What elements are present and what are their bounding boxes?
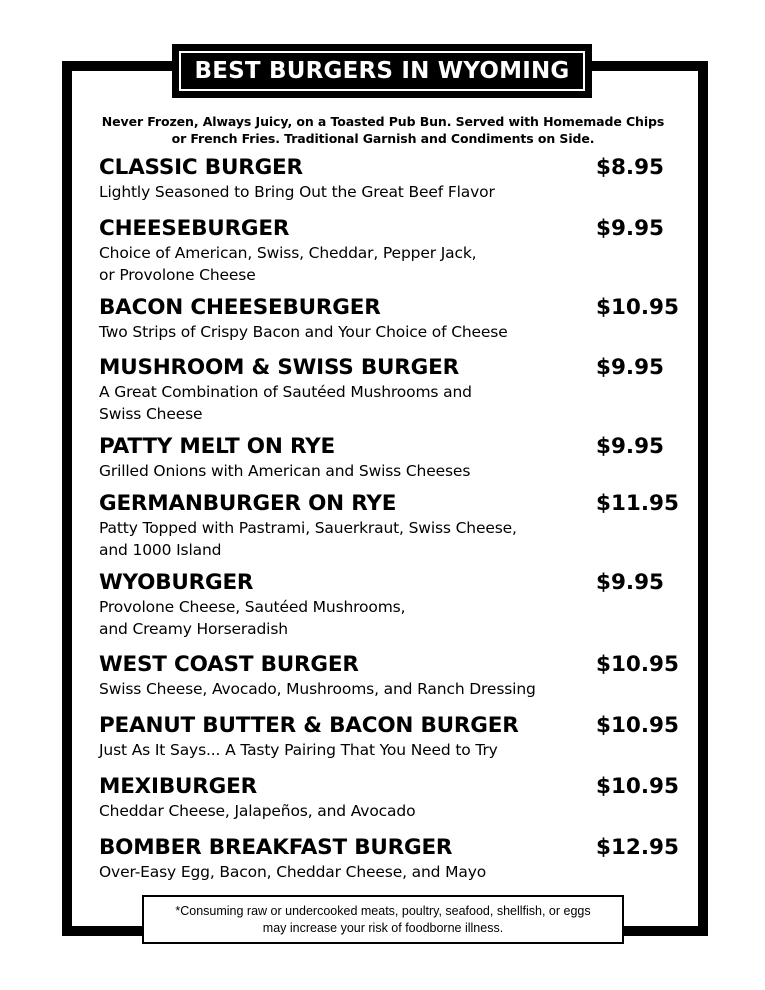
notice-line-2: may increase your risk of foodborne illness. (262, 921, 504, 935)
item-price: $10.95 (596, 652, 679, 677)
item-description (99, 739, 679, 761)
item-description (99, 381, 679, 425)
food-safety-notice (142, 895, 624, 944)
item-price: $8.95 (596, 155, 665, 180)
menu-item-cheeseburger (99, 216, 679, 286)
item-description-line: Just As It Says... A Tasty Pairing That You Need to Try (99, 741, 498, 759)
item-price: $9.95 (596, 216, 665, 241)
item-description-line: Cheddar Cheese, Jalapeños, and Avocado (99, 802, 416, 820)
item-name: CHEESEBURGER (99, 216, 290, 241)
menu-item-peanut-butter-bacon-burger (99, 713, 679, 761)
item-name: GERMANBURGER ON RYE (99, 491, 397, 516)
item-description (99, 321, 679, 343)
item-name: BACON CHEESEBURGER (99, 295, 381, 320)
item-description-line: Lightly Seasoned to Bring Out the Great Beef Flavor (99, 183, 495, 201)
item-description (99, 460, 679, 482)
menu-item-mexiburger (99, 774, 679, 822)
intro-line-2: or French Fries. Traditional Garnish and Condiments on Side. (171, 131, 595, 146)
item-description-line: Swiss Cheese, Avocado, Mushrooms, and Ranch Dressing (99, 680, 536, 698)
item-name: BOMBER BREAKFAST BURGER (99, 835, 453, 860)
menu-item-germanburger (99, 491, 679, 561)
item-description-line: Provolone Cheese, Sautéed Mushrooms, (99, 598, 406, 616)
item-price: $9.95 (596, 355, 665, 380)
item-name: WYOBURGER (99, 570, 254, 595)
notice-line-1: *Consuming raw or undercooked meats, poultry, seafood, shellfish, or eggs (175, 904, 591, 918)
item-description-line: A Great Combination of Sautéed Mushrooms and (99, 383, 472, 401)
menu-item-patty-melt (99, 434, 679, 482)
menu-intro (96, 113, 670, 147)
page-title: BEST BURGERS IN WYOMING (179, 51, 585, 91)
item-description-line: and Creamy Horseradish (99, 620, 288, 638)
item-price: $11.95 (596, 491, 679, 516)
item-description-line: Swiss Cheese (99, 405, 203, 423)
menu-item-mushroom-swiss-burger (99, 355, 679, 425)
item-description-line: Two Strips of Crispy Bacon and Your Choice of Cheese (99, 323, 508, 341)
menu-item-wyoburger (99, 570, 679, 640)
item-price: $9.95 (596, 434, 665, 459)
item-description-line: Patty Topped with Pastrami, Sauerkraut, Swiss Cheese, (99, 519, 517, 537)
item-description-line: and 1000 Island (99, 541, 222, 559)
menu-item-bomber-breakfast-burger (99, 835, 679, 883)
title-banner (172, 44, 592, 98)
item-price: $10.95 (596, 713, 679, 738)
menu-item-classic-burger (99, 155, 679, 203)
item-description-line: Grilled Onions with American and Swiss Cheeses (99, 462, 471, 480)
item-description (99, 181, 679, 203)
menu-item-bacon-cheeseburger (99, 295, 679, 343)
item-description (99, 596, 679, 640)
item-description (99, 517, 679, 561)
item-description (99, 861, 679, 883)
item-description-line: Choice of American, Swiss, Cheddar, Pepper Jack, (99, 244, 477, 262)
item-price: $12.95 (596, 835, 679, 860)
item-name: PATTY MELT ON RYE (99, 434, 335, 459)
intro-line-1: Never Frozen, Always Juicy, on a Toasted Pub Bun. Served with Homemade Chips (101, 114, 665, 129)
item-name: MEXIBURGER (99, 774, 257, 799)
item-description-line: Over-Easy Egg, Bacon, Cheddar Cheese, and Mayo (99, 863, 487, 881)
item-description (99, 242, 679, 286)
menu-item-west-coast-burger (99, 652, 679, 700)
item-description-line: or Provolone Cheese (99, 266, 256, 284)
item-description (99, 800, 679, 822)
item-name: PEANUT BUTTER & BACON BURGER (99, 713, 519, 738)
item-name: WEST COAST BURGER (99, 652, 359, 677)
item-name: MUSHROOM & SWISS BURGER (99, 355, 459, 380)
item-name: CLASSIC BURGER (99, 155, 303, 180)
item-price: $9.95 (596, 570, 665, 595)
item-price: $10.95 (596, 295, 679, 320)
item-price: $10.95 (596, 774, 679, 799)
item-description (99, 678, 679, 700)
